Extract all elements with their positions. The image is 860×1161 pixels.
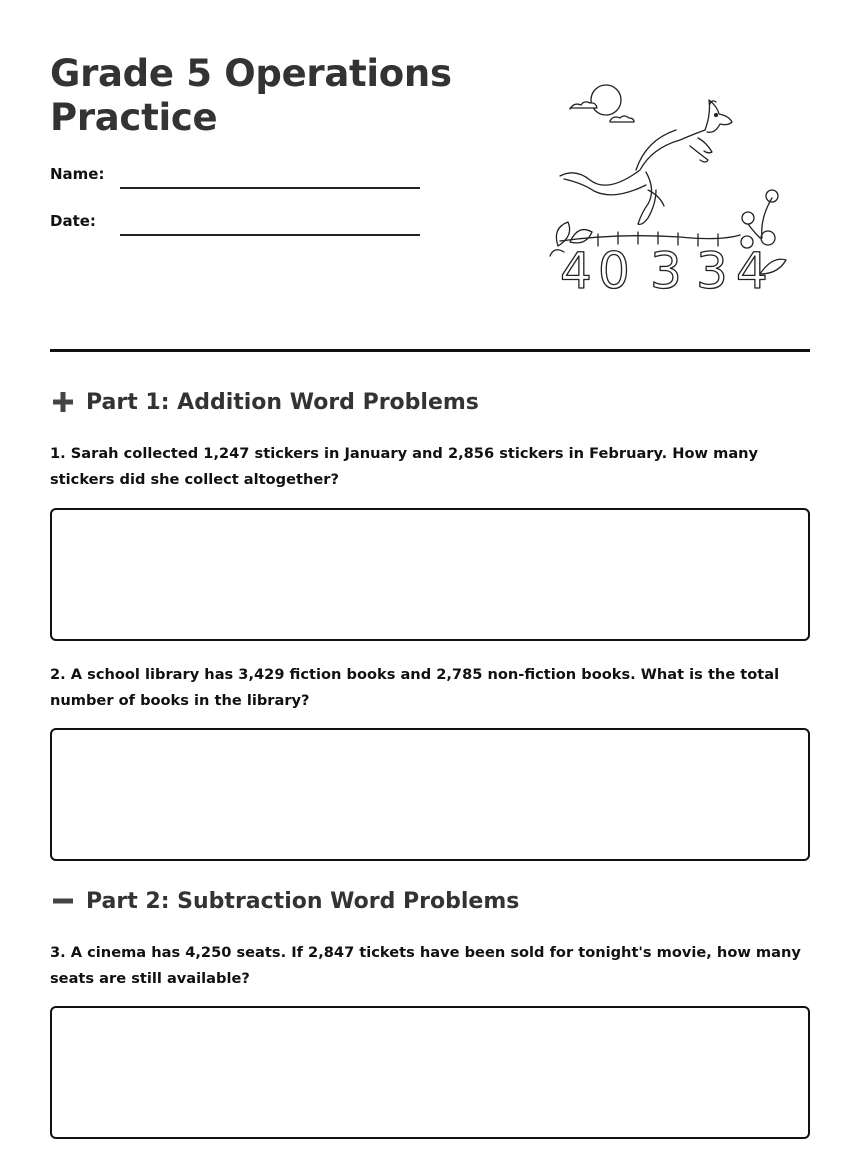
number-digit: 3 [696, 242, 728, 298]
answer-box-3[interactable] [50, 1006, 810, 1139]
answer-box-2[interactable] [50, 728, 810, 861]
page-title: Grade 5 Operations Practice [50, 52, 452, 139]
question-2: 2. A school library has 3,429 fiction books and 2,785 non-fiction books. What is the total number of books in the library? [50, 666, 780, 709]
header-divider [50, 349, 810, 352]
section-heading-label: Part 2: Subtraction Word Problems [86, 888, 520, 914]
number-digit: 3 [650, 242, 682, 298]
number-digit: 4 [736, 242, 768, 298]
section-heading-subtraction [50, 888, 519, 914]
section-heading-label: Part 1: Addition Word Problems [86, 389, 479, 415]
number-digit: 0 [598, 242, 630, 298]
answer-box-1[interactable] [50, 508, 810, 641]
section-heading-addition [50, 389, 479, 415]
cloud-icon [610, 116, 634, 122]
date-label: Date: [50, 212, 96, 230]
date-field-line[interactable] [120, 234, 420, 236]
question-1: 1. Sarah collected 1,247 stickers in January and 2,856 stickers in February. How many stickers did she collect altogether? [50, 445, 759, 488]
name-label: Name: [50, 165, 105, 183]
kangaroo-icon [560, 100, 732, 224]
kangaroo-number-line-illustration [540, 78, 800, 298]
name-field-line[interactable] [120, 187, 420, 189]
plus-icon [50, 389, 76, 415]
number-digit: 4 [560, 242, 592, 298]
sun-icon [591, 85, 621, 115]
minus-icon [50, 888, 76, 914]
question-3: 3. A cinema has 4,250 seats. If 2,847 tickets have been sold for tonight's movie, how many seats are still available? [50, 944, 801, 987]
cloud-icon [570, 102, 597, 109]
flower-icon [741, 190, 778, 248]
